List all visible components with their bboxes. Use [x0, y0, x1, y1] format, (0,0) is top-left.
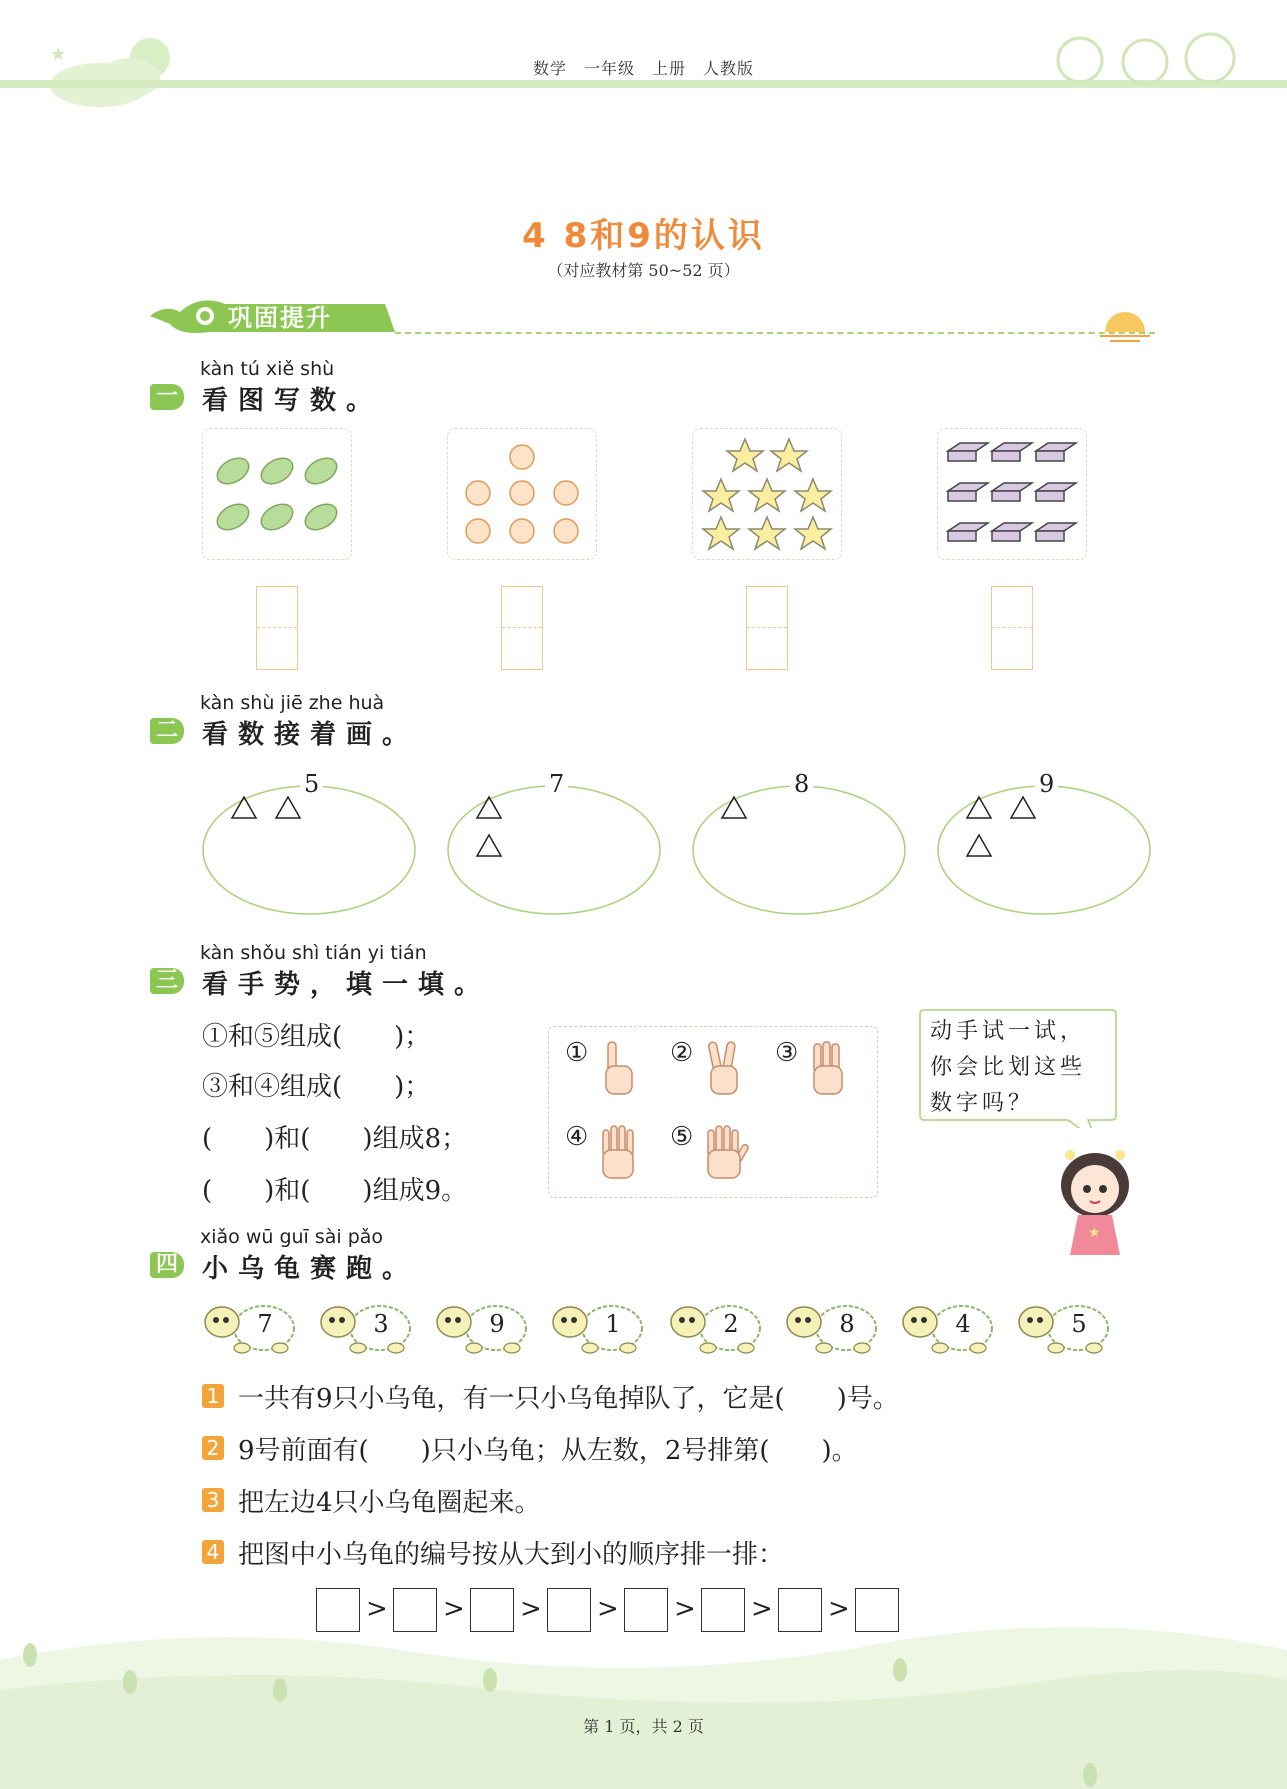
- sunset-icon: [1100, 308, 1150, 344]
- q2-title: 看数接着画。: [202, 720, 419, 750]
- greater-than-sign: >: [366, 1594, 388, 1624]
- answer-box[interactable]: [746, 586, 788, 670]
- answer-box[interactable]: [501, 586, 543, 670]
- greater-than-sign: >: [443, 1594, 465, 1624]
- turtle-number: 5: [1071, 1310, 1087, 1338]
- q4-title: 小乌龟赛跑。: [202, 1254, 419, 1284]
- oval-number: 8: [790, 770, 813, 798]
- turtle-number: 8: [839, 1310, 855, 1338]
- greater-than-sign: >: [828, 1594, 850, 1624]
- greater-than-sign: >: [520, 1594, 542, 1624]
- greater-than-sign: >: [674, 1594, 696, 1624]
- step-number: 1: [202, 1384, 224, 1408]
- page-subtitle: （对应教材第 50~52 页）: [547, 261, 740, 280]
- hand-gesture-icon: [705, 1124, 749, 1184]
- q3-line[interactable]: ③和④组成( )；: [202, 1072, 431, 1102]
- bottom-hills-decoration: [0, 1600, 1287, 1789]
- oval-9[interactable]: [937, 785, 1151, 915]
- leaf-icon: [203, 429, 351, 559]
- hand-label: ①: [565, 1038, 589, 1068]
- answer-box[interactable]: [991, 586, 1033, 670]
- svg-text:★: ★: [50, 44, 67, 65]
- answer-box[interactable]: [256, 586, 298, 670]
- smileys-picture: [447, 428, 597, 560]
- turtle-icon[interactable]: [900, 1298, 1000, 1360]
- chocolate-icon: [938, 429, 1086, 559]
- animal-faces-decoration: [1050, 20, 1250, 90]
- q3-line[interactable]: ( )和( )组成9。: [202, 1176, 468, 1206]
- oval-5[interactable]: [202, 785, 416, 915]
- turtle-number: 1: [605, 1310, 621, 1338]
- q2-number: 二: [150, 718, 184, 744]
- oval-number: 5: [300, 770, 323, 798]
- q3-line[interactable]: ①和⑤组成( )；: [202, 1022, 431, 1052]
- step-number: 3: [202, 1488, 224, 1512]
- q3-number: 三: [150, 968, 184, 994]
- q1-pinyin: kàn tú xiě shù: [200, 358, 335, 380]
- turtle-icon[interactable]: [1016, 1298, 1116, 1360]
- hand-gesture-icon: [705, 1040, 745, 1100]
- greater-than-sign: >: [751, 1594, 773, 1624]
- step-text[interactable]: 9号前面有( )只小乌龟；从左数，2号排第( )。: [238, 1436, 858, 1466]
- step-number: 4: [202, 1540, 224, 1564]
- svg-text:★: ★: [1088, 1225, 1101, 1241]
- chocolates-picture: [937, 428, 1087, 560]
- star-icon: [693, 429, 841, 559]
- q2-pinyin: kàn shù jiē zhe huà: [200, 692, 385, 714]
- step-text: 把左边4只小乌龟圈起来。: [238, 1488, 541, 1518]
- header-text: 数学 一年级 上册 人教版: [532, 59, 754, 78]
- hand-label: ②: [670, 1038, 694, 1068]
- step-number: 2: [202, 1436, 224, 1460]
- q3-pinyin: kàn shǒu shì tián yi tián: [200, 942, 427, 964]
- hand-gesture-icon: [600, 1124, 640, 1184]
- page-title: 4 8和9的认识: [522, 216, 765, 256]
- step-text: 把图中小乌龟的编号按从大到小的顺序排一排：: [238, 1540, 785, 1570]
- q4-number: 四: [150, 1252, 184, 1278]
- q3-title: 看手势，填一填。: [202, 970, 491, 1000]
- turtle-icon[interactable]: [434, 1298, 534, 1360]
- q4-pinyin: xiǎo wū guī sài pǎo: [200, 1226, 384, 1248]
- bubble-text: 动手试一试，你会比划这些数字吗？: [930, 1019, 1087, 1116]
- oval-8[interactable]: [692, 785, 906, 915]
- leaves-picture: [202, 428, 352, 560]
- q3-line[interactable]: ( )和( )组成8；: [202, 1124, 468, 1154]
- hand-label: ⑤: [670, 1122, 694, 1152]
- q1-title: 看图写数。: [202, 386, 383, 416]
- q1-number: 一: [150, 384, 184, 410]
- turtle-number: 4: [955, 1310, 971, 1338]
- turtle-icon[interactable]: [784, 1298, 884, 1360]
- turtle-number: 3: [373, 1310, 389, 1338]
- greater-than-sign: >: [597, 1594, 619, 1624]
- section-label: 巩固提升: [228, 304, 332, 332]
- turtle-icon[interactable]: [202, 1298, 302, 1360]
- stars-picture: [692, 428, 842, 560]
- oval-7[interactable]: [447, 785, 661, 915]
- step-text[interactable]: 一共有9只小乌龟，有一只小乌龟掉队了，它是( )号。: [238, 1384, 899, 1414]
- turtle-number: 9: [489, 1310, 505, 1338]
- turtle-icon[interactable]: [668, 1298, 768, 1360]
- turtle-icon[interactable]: [550, 1298, 650, 1360]
- hand-gesture-icon: [600, 1040, 640, 1100]
- section-divider: [395, 332, 1155, 334]
- page-footer: 第 1 页，共 2 页: [583, 1717, 704, 1736]
- oval-number: 9: [1035, 770, 1058, 798]
- turtle-icon[interactable]: [318, 1298, 418, 1360]
- girl-icon: [1050, 1145, 1140, 1270]
- turtle-number: 2: [723, 1310, 739, 1338]
- smiley-icon: [448, 429, 596, 559]
- oval-number: 7: [545, 770, 568, 798]
- hand-gesture-icon: [810, 1040, 850, 1100]
- hand-label: ③: [775, 1038, 799, 1068]
- turtle-number: 7: [257, 1310, 273, 1338]
- hand-label: ④: [565, 1122, 589, 1152]
